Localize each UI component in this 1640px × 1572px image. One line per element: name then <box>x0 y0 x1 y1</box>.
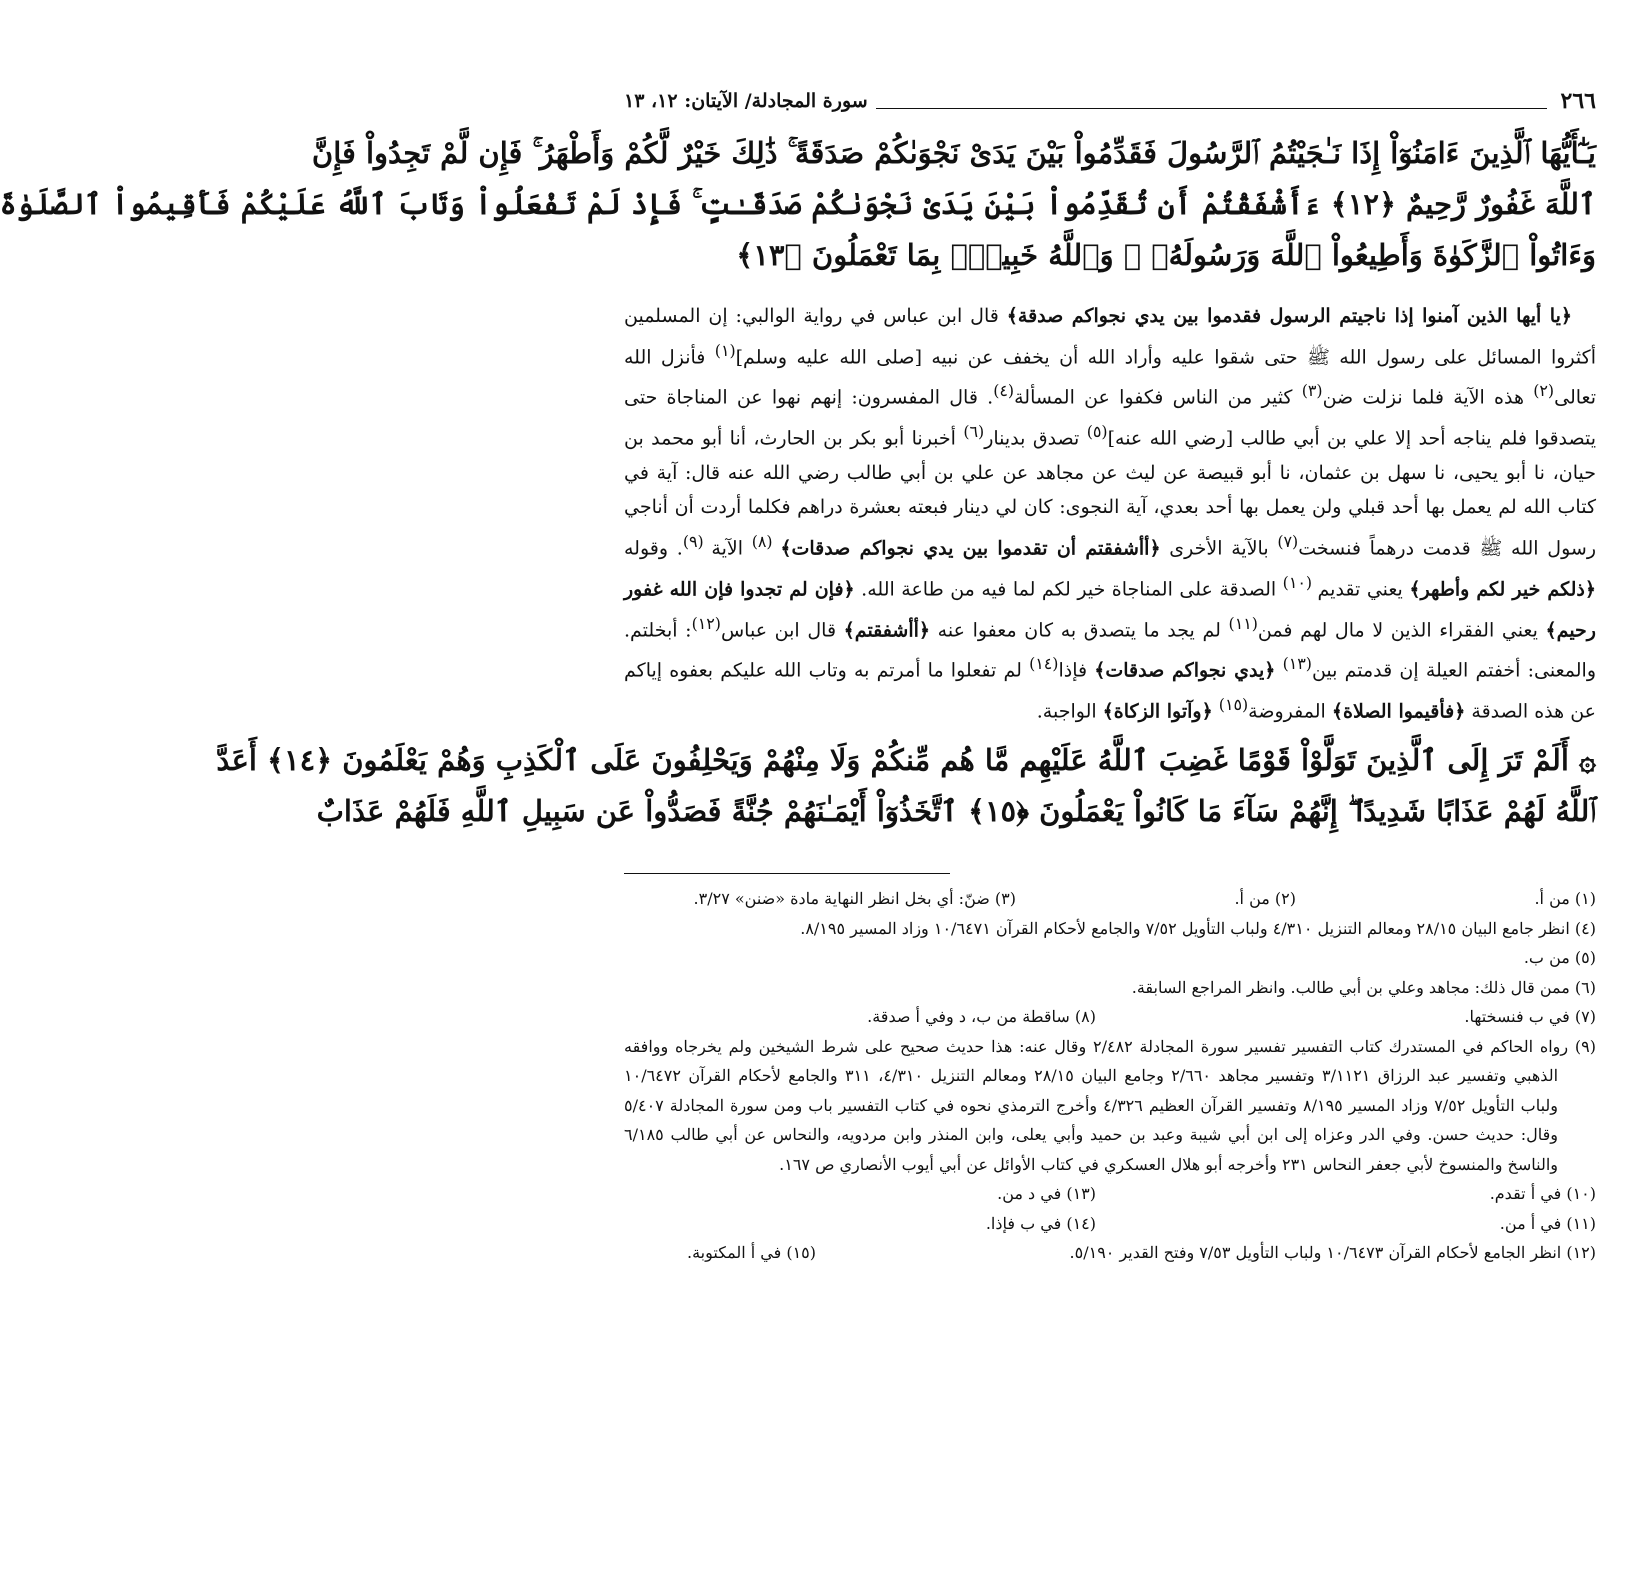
verse-line: وَءَاتُواْ ٱلزَّكَوٰةَ وَأَطِيعُواْ ٱللَّهَ وَرَسُولَهُۥ ۚ وَٱللَّهُ خَبِيرٌۢ بِمَا تَعْمَلُونَ ﴿١٣﴾ <box>736 238 1596 272</box>
footnote-14: (١٤) في ب فإذا. <box>985 1213 1096 1233</box>
footnote-9: (٩) رواه الحاكم في المستدرك كتاب التفسير تفسير سورة المجادلة ٢/٤٨٢ وقال عنه: هذا حديث صحيح على شرط الشيخين ولم يخرجاه ووافقه الذهبي وتفسير عبد الرزاق ٣/١١٢١ وتفسير مجاهد ٢/٦٦٠ وجامع البيان ٢٨/١٥ ومعالم التنزيل ٤/٣١٠، ٣١١ والجامع لأحكام القرآن ١٠/٦٤٧٢ ولباب التأويل ٧/٥٢ وزاد المسير ٨/١٩٥ وتفسير القرآن العظيم ٤/٣٢٦ وأخرج الترمذي نحوه في كتاب التفسير باب ومن سورة المجادلة ٥/٤٠٧ وقال: حديث حسن. وفي الدر وعزاه إلى ابن أبي شيبة وعبد بن حميد وأبي يعلى، وابن المنذر وابن مردويه، والنحاس عن أبي طالب ٦/١٨٥ والناسخ والمنسوخ لأبي جعفر النحاس ٢٣١ وأخرجه أبو هلال العسكري في كتاب الأوائل عن أبي أيوب الأنصاري ص ١٦٧. <box>624 1036 1596 1174</box>
text-run: يعني الفقراء الذين لا مال لهم فمن <box>1257 618 1546 641</box>
text-run: فأنزل الله تعالى <box>624 345 1596 409</box>
page-number: ٢٦٦ <box>1560 88 1596 114</box>
page-header <box>624 84 1596 118</box>
text-run: تصدق بدينار <box>984 427 1087 450</box>
footnote-ref: (٦) <box>963 422 985 442</box>
verse-quote: ﴿ذلكم خير لكم وأطهر﴾ <box>1409 578 1596 601</box>
text-run: قال ابن عباس في رواية الوالبي: إن المسلمين أكثروا المسائل على رسول الله ﷺ حتى شقوا عليه وأراد الله أن يخفف عن نبيه [صلى الله عليه وسلم] <box>624 305 1596 368</box>
footnote-row <box>624 884 1596 914</box>
footnote-3: (٣) ضنّ: أي بخل انظر النهاية مادة «ضنن» ٣/٢٧. <box>693 889 1016 909</box>
footnote-ref: (٤) <box>993 381 1015 401</box>
footnote-13: (١٣) في د من. <box>997 1184 1096 1204</box>
footnote-ref: (٩) <box>682 531 712 551</box>
footnote-6: (٦) ممن قال ذلك: مجاهد وعلي بن أبي طالب. وانظر المراجع السابقة. <box>1131 977 1596 997</box>
text-run: لم يجد ما يتصدق به كان معفوا عنه <box>930 618 1229 641</box>
text-run: : أبخلتم. والمعنى: أخفتم العيلة إن قدمتم بين <box>624 618 1597 682</box>
footnote-ref: (١٥) <box>1218 695 1249 715</box>
header-rule <box>876 94 1547 109</box>
verse-line: ۞ أَلَمْ تَرَ إِلَى ٱلَّذِينَ تَوَلَّوْاْ قَوْمًا غَضِبَ ٱللَّهُ عَلَيْهِم مَّا هُم مِّنكُمْ وَلَا مِنْهُمْ وَيَحْلِفُونَ عَلَى ٱلْكَذِبِ وَهُمْ يَعْلَمُونَ ﴿١٤﴾ أَعَدَّ <box>216 743 1596 778</box>
footnote-4: (٤) انظر جامع البيان ٢٨/١٥ ومعالم التنزيل ٤/٣١٠ ولباب التأويل ٧/٥٢ والجامع لأحكام القرآن ١٠/٦٤٧١ وزاد المسير ٨/١٩٥. <box>800 918 1596 938</box>
footnote-ref: (١١) <box>1228 613 1258 633</box>
footnote-ref: (١٢) <box>691 613 721 633</box>
text-run <box>1275 660 1282 682</box>
text-run: أخبرنا أبو بكر بن الحارث، أنا أبو محمد بن حيان، نا أبو يحيى، نا سهل بن عثمان، نا أبو قبيصة عن ليث عن مجاهد عن علي بن أبي طالب رضي الله عنه قال: آية في كتاب الله لم يعمل بها أحد قبلي ولن يعمل بها أحد بعدي، آية النجوى: كان لي دينار فبعته بعشرة دراهم فكلما أردت أن أناجي رسول الله ﷺ قدمت درهماً فنسخت <box>624 427 1596 560</box>
text-run: الآية <box>711 537 752 560</box>
footnote-1: (١) من أ. <box>1534 889 1596 909</box>
footnote-ref: (٥) <box>1086 422 1108 442</box>
text-run: بالآية الأخرى <box>1160 537 1278 560</box>
footnote-row <box>624 1179 1596 1209</box>
verse-quote: ﴿يدي نجواكم صدقات﴾ <box>1094 659 1276 682</box>
footnote-row <box>624 1002 1596 1032</box>
text-run: قال ابن عباس <box>720 618 844 641</box>
quran-verses-bottom <box>216 735 1596 837</box>
footnotes <box>624 884 1596 1268</box>
text-run: المفروضة <box>1248 700 1332 723</box>
footnote-11: (١١) في أ من. <box>1499 1213 1596 1233</box>
surah-title: سورة المجادلة/ الآيتان: ١٢، ١٣ <box>624 90 868 112</box>
verse-quote: ﴿فإن لم تجدوا فإن الله غفور رحيم﴾ <box>624 578 1596 641</box>
footnote-8: (٨) ساقطة من ب، د وفي أ صدقة. <box>867 1007 1096 1027</box>
footnote-5: (٥) من ب. <box>1523 948 1596 968</box>
verse-line: ٱللَّهَ غَفُورٌ رَّحِيمٌ ﴿١٢﴾ ءَأَشْفَقْتُمْ أَن تُقَدِّمُواْ بَيْنَ يَدَىْ نَجْوَىٰكُمْ صَدَقَـٰتٍ ۚ فَإِذْ لَمْ تَفْعَلُواْ وَتَابَ ٱللَّهُ عَلَيْكُمْ فَأَقِيمُواْ ٱلصَّلَوٰةَ <box>0 187 1596 221</box>
footnote-12: (١٢) انظر الجامع لأحكام القرآن ١٠/٦٤٧٣ ولباب التأويل ٧/٥٣ وفتح القدير ٥/١٩٠. <box>1069 1243 1596 1263</box>
footnote-ref: (٢) <box>1533 381 1555 401</box>
text-run: لم تفعلوا ما أمرتم به وتاب الله عليكم بعفوه إياكم عن هذه الصدقة <box>624 659 1596 723</box>
footnote-ref: (١) <box>714 340 736 360</box>
footnote-separator <box>624 873 950 874</box>
footnote-2: (٢) من أ. <box>1234 889 1296 909</box>
footnote-ref: (١٠) <box>1282 572 1318 592</box>
footnote-ref: (١٣) <box>1282 654 1312 674</box>
footnote-7: (٧) في ب فنسختها. <box>1464 1007 1596 1027</box>
text-run: . قال المفسرون: إنهم نهوا عن المناجاة حتى يتصدقوا فلم يناجه أحد إلا علي بن أبي طالب [رضي الله عنه] <box>624 386 1597 450</box>
text-run: الصدقة على المناجاة خير لكم لما فيه من طاعة الله. <box>854 578 1283 601</box>
footnote-row <box>624 1238 1596 1268</box>
verse-quote: ﴿يا أيها الذين آمنوا إذا ناجيتم الرسول فقدموا بين يدي نجواكم صدقة﴾ <box>1006 305 1573 327</box>
text-run: هذه الآية فلما نزلت ضن <box>1322 386 1534 409</box>
text-run: . وقوله <box>624 537 683 560</box>
footnote-15: (١٥) في أ المكتوبة. <box>687 1243 816 1263</box>
footnote-ref: (٧) <box>1277 531 1299 551</box>
text-run: الواجبة. <box>1036 700 1103 723</box>
text-run: فإذا <box>1058 659 1095 682</box>
verse-quote: ﴿أأشفقتم﴾ <box>843 618 931 641</box>
text-run: كثير من الناس فكفوا عن المسألة <box>1014 386 1302 409</box>
footnote-10: (١٠) في أ تقدم. <box>1489 1184 1596 1204</box>
verse-quote: ﴿وآتوا الزكاة﴾ <box>1102 700 1213 723</box>
tafsir-text <box>624 299 1596 729</box>
footnote-ref: (٣) <box>1301 381 1323 401</box>
verse-quote: ﴿أأشفقتم أن تقدموا بين يدي نجواكم صدقات﴾ <box>780 537 1161 560</box>
tafsir-paragraph <box>624 299 1596 729</box>
footnote-ref: (٨) <box>751 531 781 551</box>
verse-line: يَـٰٓأَيُّهَا ٱلَّذِينَ ءَامَنُوٓاْ إِذَا نَـٰجَيْتُمُ ٱلرَّسُولَ فَقَدِّمُواْ بَيْنَ يَدَىْ نَجْوَىٰكُمْ صَدَقَةً ۚ ذَٰلِكَ خَيْرٌ لَّكُمْ وَأَطْهَرُ ۚ فَإِن لَّمْ تَجِدُواْ فَإِنَّ <box>311 136 1596 170</box>
footnote-ref: (١٤) <box>1029 654 1059 674</box>
verse-quote: ﴿فأقيموا الصلاة﴾ <box>1331 700 1466 723</box>
quran-verses-top <box>0 128 1596 281</box>
text-run: يعني تقديم <box>1317 578 1410 601</box>
verse-line: ٱللَّهُ لَهُمْ عَذَابًا شَدِيدًا ۖ إِنَّهُمْ سَآءَ مَا كَانُواْ يَعْمَلُونَ ﴿١٥﴾ ٱتَّخَذُوٓاْ أَيْمَـٰنَهُمْ جُنَّةً فَصَدُّواْ عَن سَبِيلِ ٱللَّهِ فَلَهُمْ عَذَابٌ <box>316 794 1596 829</box>
footnote-row <box>624 1209 1596 1239</box>
